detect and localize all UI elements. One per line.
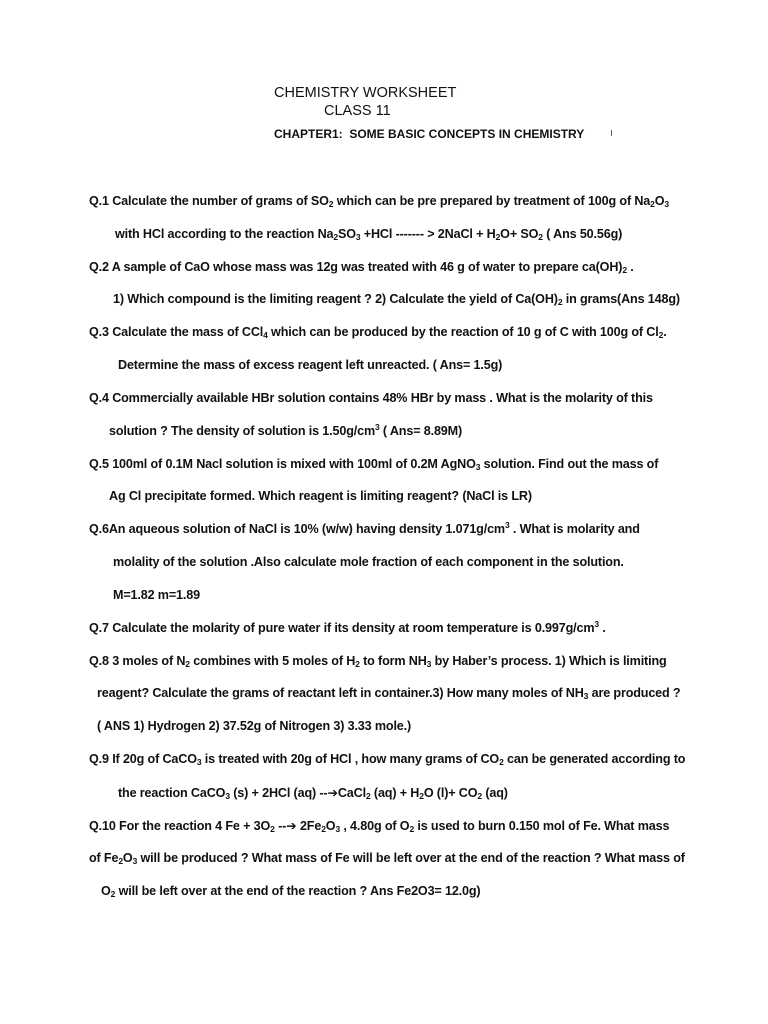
superscript: 3 [504,520,510,530]
question-line-q3-a [89,325,667,339]
subscript: 3 [196,757,202,767]
question-line-q6-c [113,588,200,602]
subscript: 2 [419,791,424,801]
worksheet-title: CHEMISTRY WORKSHEET [274,85,457,101]
subscript: 3 [583,691,589,701]
subscript: 3 [475,462,481,472]
question-line-q8-c [97,719,411,733]
text-run: of Fe [89,851,119,865]
question-line-q10-b [89,851,685,865]
text-run: Q.5 100ml of 0.1M Nacl solution is mixed with 100ml of 0.2M AgNO [89,457,476,471]
superscript: 3 [375,422,380,432]
text-run: Q.10 For the reaction 4 Fe + 3O [89,819,271,833]
subscript: 2 [355,659,360,669]
text-run: the reaction CaCO [118,786,226,800]
text-run: O [654,194,665,208]
text-run: is treated with 20g of HCl , how many grams of CO [201,752,500,766]
text-run: Q.8 3 moles of N [89,654,186,668]
text-run: molality of the solution .Also calculate mole fraction of each component in the solution. [113,555,624,569]
question-line-q4-b [109,424,462,438]
text-run: ( ANS 1) Hydrogen 2) 37.52g of Nitrogen 3) 3.33 mole.) [97,719,412,733]
text-run: Ag Cl precipitate formed. Which reagent is limiting reagent? (NaCl is LR) [109,489,532,503]
question-line-q10-a [89,818,669,833]
question-line-q10-c [101,884,480,898]
subscript: 2 [110,889,116,899]
subscript: 2 [333,232,338,242]
subscript: 3 [355,232,361,242]
text-run: O [122,851,133,865]
subscript: 3 [335,824,341,834]
subscript: 2 [499,757,504,767]
subscript: 4 [263,330,268,340]
subscript: 2 [365,791,371,801]
text-run: solution ? The density of solution is 1.50g/cm [109,424,375,438]
question-line-q2-a [89,260,634,274]
text-run: . [598,621,606,635]
chapter-heading: CHAPTER1: SOME BASIC CONCEPTS IN CHEMISTRY [274,127,585,141]
text-run: Q.1 Calculate the number of grams of SO [89,194,329,208]
question-line-q5-a [89,457,658,471]
text-run: Q.6An aqueous solution of NaCl is 10% (w/w) having density 1.071g/cm [89,522,505,536]
question-line-q8-a [89,654,667,668]
text-run: . [626,260,634,274]
question-line-q2-b [113,292,680,306]
text-run: O [101,884,111,898]
superscript: 3 [594,619,599,629]
text-run: +HCl ------- > 2NaCl + H [360,227,496,241]
subscript: 2 [495,232,501,242]
question-line-q9-a [89,752,685,766]
text-run: is used to burn 0.150 mol of Fe. What mass [414,819,670,833]
text-run: Q.9 If 20g of CaCO [89,752,197,766]
subscript: 2 [477,791,482,801]
text-run: O [325,819,336,833]
subscript: 3 [132,856,138,866]
subscript: 2 [622,265,627,275]
subscript: 2 [270,824,275,834]
text-run: which can be pre prepared by treatment of 100g of Na [333,194,651,208]
subscript: 3 [426,659,432,669]
subscript: 2 [321,824,326,834]
question-line-q4-a [89,391,653,405]
text-run: ( Ans 50.56g) [542,227,623,241]
text-run: , 4.80g of O [340,819,410,833]
text-run: will be left over at the end of the reaction ? Ans Fe2O3= 12.0g) [115,884,481,898]
text-run: (aq) [481,786,508,800]
subscript: 2 [118,856,123,866]
text-run: solution. Find out the mass of [480,457,659,471]
text-run: Q.7 Calculate the molarity of pure water if its density at room temperature is 0.997g/cm [89,621,595,635]
question-line-q8-b [97,686,680,700]
text-run: Determine the mass of excess reagent left unreacted. ( Ans= 1.5g) [118,358,503,372]
text-run: with HCl according to the reaction Na [115,227,334,241]
question-line-q1-a [89,194,669,208]
text-run: ( Ans= 8.89M) [379,424,463,438]
subscript: 3 [664,199,669,209]
text-run: O (l)+ CO [423,786,478,800]
text-run: Q.4 Commercially available HBr solution contains 48% HBr by mass . What is the molarity of this [89,391,653,405]
question-line-q1-b [115,227,622,241]
text-run: (s) + 2HCl (aq) --➔CaCl [229,786,366,800]
text-run: . What is molarity and [509,522,640,536]
text-run: Q.3 Calculate the mass of CCl [89,325,264,339]
text-run: to form NH [359,654,427,668]
text-run: --➔ 2Fe [274,819,322,833]
subscript: 2 [557,297,563,307]
stray-mark: ı [610,127,614,139]
subscript: 2 [409,824,415,834]
text-run: SO [337,227,356,241]
question-line-q6-b [113,555,624,569]
text-run: Q.2 A sample of CaO whose mass was 12g was treated with 46 g of water to prepare ca(OH) [89,260,623,274]
text-run: 1) Which compound is the limiting reagent ? 2) Calculate the yield of Ca(OH) [113,292,558,306]
text-run: can be generated according to [503,752,686,766]
question-line-q7 [89,621,606,635]
text-run: reagent? Calculate the grams of reactant left in container.3) How many moles of NH [97,686,584,700]
subscript: 2 [328,199,334,209]
text-run: will be produced ? What mass of Fe will be left over at the end of the reaction ? What mass of [137,851,685,865]
text-run: in grams(Ans 148g) [562,292,680,306]
text-run: by Haber’s process. 1) Which is limiting [431,654,667,668]
subscript: 2 [538,232,543,242]
subscript: 2 [658,330,664,340]
class-label: CLASS 11 [324,103,391,119]
text-run: are produced ? [588,686,681,700]
text-run: (aq) + H [370,786,420,800]
text-run: M=1.82 m=1.89 [113,588,200,602]
text-run: which can be produced by the reaction of 10 g of C with 100g of Cl [267,325,659,339]
question-line-q3-b [118,358,502,372]
text-run: . [663,325,667,339]
subscript: 2 [650,199,655,209]
text-run: O+ SO [500,227,539,241]
question-line-q6-a [89,522,640,536]
text-run: combines with 5 moles of H [189,654,356,668]
subscript: 2 [185,659,190,669]
question-line-q9-b [118,785,508,800]
question-line-q5-b [109,489,532,503]
subscript: 3 [225,791,230,801]
